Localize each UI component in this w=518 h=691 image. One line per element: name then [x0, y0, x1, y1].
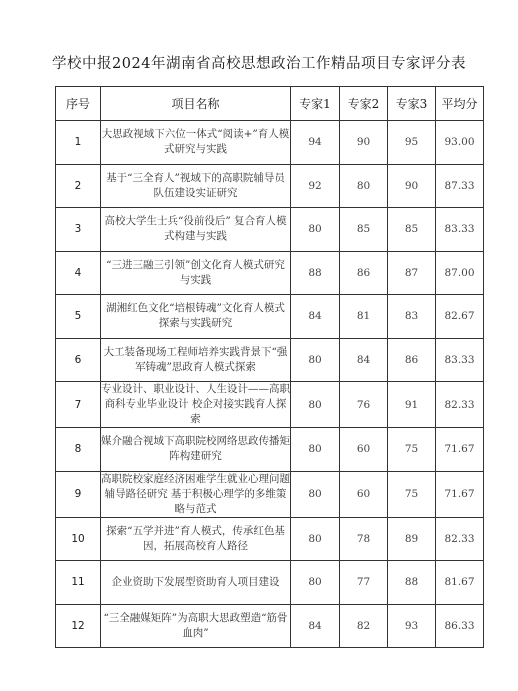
header-index: 序号 — [56, 87, 101, 121]
row-index: 5 — [56, 295, 101, 339]
project-name-cell: 基于“三全育人”视域下的高职院辅导员队伍建设实证研究 — [101, 164, 291, 208]
expert-1-score: 80 — [291, 561, 340, 605]
expert-2-score: 84 — [340, 338, 388, 382]
project-name-cell: 高职院校家庭经济困难学生就业心理问题 辅导路径研究 基于积极心理学的多维策略与范式 — [101, 471, 291, 517]
expert-2-score: 90 — [340, 121, 388, 165]
project-name-cell: 企业资助下发展型资助育人项目建设 — [101, 561, 291, 605]
expert-2-score: 81 — [340, 295, 388, 339]
expert-1-score: 80 — [291, 428, 340, 472]
row-index: 6 — [56, 338, 101, 382]
table-row — [56, 471, 484, 517]
expert-1-score: 84 — [291, 295, 340, 339]
expert-1-score: 88 — [291, 251, 340, 295]
table-row — [56, 295, 484, 339]
table-row — [56, 164, 484, 208]
project-name-cell: “三全融媒矩阵”为高职大思政塑造“筋骨血肉” — [101, 604, 291, 648]
project-name-cell: 湖湘红色文化“培根铸魂”文化育人模式探索与实践研究 — [101, 295, 291, 339]
row-index: 2 — [56, 164, 101, 208]
expert-2-score: 86 — [340, 251, 388, 295]
expert-2-score: 80 — [340, 164, 388, 208]
table-row — [56, 604, 484, 648]
average-score: 83.33 — [436, 208, 484, 252]
project-name-cell: 大工装备现场工程师培养实践背景下“强军铸魂”思政育人模式探索 — [101, 338, 291, 382]
expert-3-score: 90 — [388, 164, 436, 208]
table-row — [56, 121, 484, 165]
table-row — [56, 517, 484, 561]
row-index: 10 — [56, 517, 101, 561]
average-score: 87.00 — [436, 251, 484, 295]
table-row — [56, 251, 484, 295]
average-score: 86.33 — [436, 604, 484, 648]
expert-3-score: 75 — [388, 428, 436, 472]
average-score: 93.00 — [436, 121, 484, 165]
table-row — [56, 208, 484, 252]
expert-1-score: 80 — [291, 471, 340, 517]
expert-2-score: 82 — [340, 604, 388, 648]
expert-1-score: 84 — [291, 604, 340, 648]
project-name-cell: 媒介融合视域下高职院校网络思政传播矩阵构建研究 — [101, 428, 291, 472]
expert-2-score: 78 — [340, 517, 388, 561]
table-row — [56, 338, 484, 382]
project-name-cell: 探索“五学并进”育人模式，传承红色基因，拓展高校育人路径 — [101, 517, 291, 561]
expert-3-score: 83 — [388, 295, 436, 339]
row-index: 11 — [56, 561, 101, 605]
expert-2-score: 85 — [340, 208, 388, 252]
expert-1-score: 80 — [291, 382, 340, 428]
header-expert-1: 专家1 — [291, 87, 340, 121]
score-table — [55, 86, 484, 648]
average-score: 71.67 — [436, 428, 484, 472]
average-score: 71.67 — [436, 471, 484, 517]
table-row — [56, 382, 484, 428]
expert-2-score: 60 — [340, 428, 388, 472]
average-score: 82.33 — [436, 517, 484, 561]
page-title: 学校中报2024年湖南省高校思想政治工作精品项目专家评分表 — [52, 56, 466, 72]
table-row — [56, 428, 484, 472]
average-score: 81.67 — [436, 561, 484, 605]
expert-2-score: 60 — [340, 471, 388, 517]
expert-3-score: 75 — [388, 471, 436, 517]
row-index: 4 — [56, 251, 101, 295]
average-score: 82.67 — [436, 295, 484, 339]
expert-3-score: 85 — [388, 208, 436, 252]
expert-2-score: 76 — [340, 382, 388, 428]
header-project-name: 项目名称 — [101, 87, 291, 121]
row-index: 9 — [56, 471, 101, 517]
row-index: 1 — [56, 121, 101, 165]
row-index: 8 — [56, 428, 101, 472]
row-index: 7 — [56, 382, 101, 428]
table-row — [56, 561, 484, 605]
average-score: 82.33 — [436, 382, 484, 428]
project-name-cell: 大思政视域下六位一体式“阅读+”育人模式研究与实践 — [101, 121, 291, 165]
expert-1-score: 80 — [291, 208, 340, 252]
expert-3-score: 91 — [388, 382, 436, 428]
header-expert-3: 专家3 — [388, 87, 436, 121]
average-score: 83.33 — [436, 338, 484, 382]
project-name-cell: 专业设计、职业设计、人生设计——高职商科专业毕业设计 校企对接实践育人探索 — [101, 382, 291, 428]
expert-1-score: 80 — [291, 338, 340, 382]
expert-1-score: 94 — [291, 121, 340, 165]
expert-3-score: 93 — [388, 604, 436, 648]
header-average: 平均分 — [436, 87, 484, 121]
average-score: 87.33 — [436, 164, 484, 208]
expert-3-score: 86 — [388, 338, 436, 382]
row-index: 3 — [56, 208, 101, 252]
expert-3-score: 88 — [388, 561, 436, 605]
expert-1-score: 80 — [291, 517, 340, 561]
expert-3-score: 95 — [388, 121, 436, 165]
project-name-cell: “三进三融三引领”创文化育人模式研究与实践 — [101, 251, 291, 295]
header-expert-2: 专家2 — [340, 87, 388, 121]
expert-2-score: 77 — [340, 561, 388, 605]
expert-3-score: 87 — [388, 251, 436, 295]
expert-1-score: 92 — [291, 164, 340, 208]
row-index: 12 — [56, 604, 101, 648]
project-name-cell: 高校大学生士兵“役前役后” 复合育人模式构建与实践 — [101, 208, 291, 252]
header-row — [56, 87, 484, 121]
expert-3-score: 89 — [388, 517, 436, 561]
